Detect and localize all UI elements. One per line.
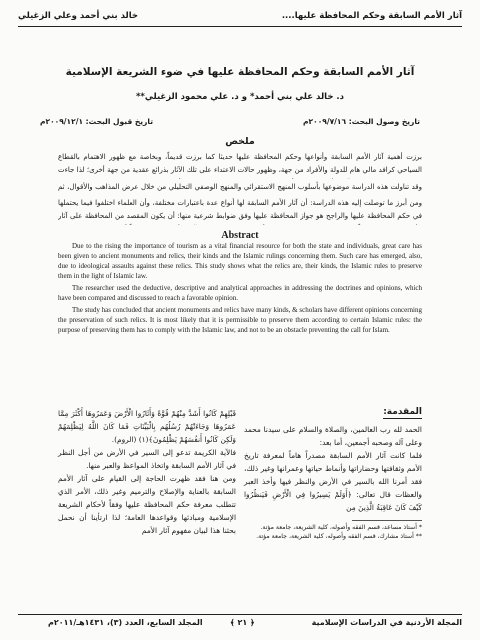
summary-paragraph: ومن أبرز ما توصلت إليه هذه الدراسة: أن آثار الأمم السابقة لها أنواع عدة باعتبارات مختلفة، وأن العلماء اختلفوا فيما يحتملها في حكم المحافظة عليها والراجح هو جواز المحافظة عليها وفق ضوابط شرعية منها: أن يكون المقصد من المحافظة على آثار	[58, 199, 422, 220]
footnote: ** أستاذ مشارك، قسم الفقه وأصوله، كلية الشريعة، جامعة مؤتة.	[256, 533, 422, 540]
abstract-section	[58, 230, 422, 337]
intro-paragraph: ومن هنا فقد ظهرت الحاجة إلى القيام على آثار الأمم السابقة بالعناية والإصلاح والترميم وغير ذلك، الأمر الذي تتطلب معرفة حكم المحافظة عليها وفقاً لأحكام الشريعة الإسلامية ومبادئها وقواعدها العامة؛ لذا ارتأينا أن نحمل بحثنا هذا لبيان مفهوم آثار الأمم	[58, 474, 236, 535]
page-footer	[18, 614, 462, 631]
abstract-heading: Abstract	[221, 230, 259, 241]
intro-left-column	[58, 407, 236, 537]
accepted-date: تاريخ قبول البحث: ٢٠٠٩/١٢/١م	[40, 117, 154, 126]
intro-paragraph: فالآية الكريمة تدعو إلى السير في الأرض من أجل النظر في آثار الأمم السابقة واتخاذ المواعظ والعبر منها.	[58, 448, 236, 470]
footnote-divider	[352, 520, 422, 521]
abstract-paragraph: The study has concluded that ancient monuments and relics have many kinds, & scholars have different opinions concerning the preservation of such relics. It is most likely that it is permissible to preserve them according to certain Islamic rules: the purpose of preserving them has to comply with the Islamic law, and not to be an obstacle preventing the call for Islam.	[58, 306, 422, 334]
header-authors: خالد بني أحمد وعلي الزغيلي	[18, 11, 139, 21]
abstract-paragraph: Due to the rising the importance of tourism as a vital financial resource for both the state and individuals, great care has been given to ancient monuments and relics, their kinds and the Islamic rulings concerning them. Such care has emerged, also, due to ideological assaults against these relics. This study shows what the relics are, their kinds, the Islamic rules to preserve them in the light of Islamic law.	[58, 242, 422, 280]
journal-name: المجلة الأردنية في الدراسات الإسلامية	[311, 618, 462, 627]
intro-paragraph: فلما كانت آثار الأمم السابقة مصدراً هاماً لمعرفة تاريخ الأمم وثقافتها وحضاراتها وأنماط حياتها وعمرانها وغير ذلك، فقد أمرنا الله بالسير في الأرض والنظر فيها وأخذ العبر والعظات قال تعالى: ﴿أَوَلَمْ يَسِيرُوا فِي الْأَرْضِ فَيَنظُرُوا كَيْفَ كَانَ عَاقِبَةُ الَّذِينَ مِن	[244, 451, 422, 512]
summary-paragraph: برزت أهمية آثار الأمم السابقة وأنواعها وحكم المحافظة عليها حديثا كما برزت قديماً، وبخاصة مع ظهور الاهتمام بالقطاع السياحي كرافد مالي هام للدولة والأفراد من جهة، وظهور حالات الاعتداء على تلك الآثار بذرائع عقدية من جهة أخرى؛ لذا جاءت	[58, 153, 422, 174]
intro-paragraph: الحمد لله رب العالمين، والصلاة والسلام على سيدنا محمد وعلى آله وصحبه أجمعين، أما بعد:	[244, 425, 422, 447]
volume-info: المجلد السابع، العدد (٣)، ١٤٣١هـ/٢٠١١م	[48, 618, 203, 627]
article-title: آثار الأمم السابقة وحكم المحافظة عليها في ضوء الشريعة الإسلامية	[65, 66, 415, 78]
introduction-heading: المقدمة:	[383, 407, 422, 417]
page-number: ﴿ ٢١ ﴾	[230, 618, 255, 627]
received-date: تاريخ وصول البحث: ٢٠٠٩/٧/١٦م	[303, 117, 420, 126]
quran-verse: قَبْلِهِمْ كَانُوا أَشَدَّ مِنْهُمْ قُوَّةً وَأَثَارُوا الْأَرْضَ وَعَمَرُوهَا أَكْثَرَ مِمَّا عَمَرُوهَا وَجَاءَتْهُمْ رُسُلُهُم بِالْبَيِّنَاتِ فَمَا كَانَ اللَّهُ لِيَظْلِمَهُمْ وَلَكِن كَانُوا أَنفُسَهُمْ يَظْلِمُونَ﴾(١) (الروم).	[58, 409, 236, 444]
intro-right-column	[244, 423, 422, 541]
footnote: * أستاذ مساعد، قسم الفقه وأصوله، كلية الشريعة، جامعة مؤتة.	[260, 524, 422, 531]
running-header	[18, 8, 462, 27]
summary-paragraph: وقد تناولت هذه الدراسة موضوعها بأسلوب المنهج الاستقرائي والمنهج الوصفي التحليلي من خلال عرض المذاهب والأقوال، ثم	[58, 183, 422, 191]
abstract-paragraph: The researcher used the deductive, descriptive and analytical approaches in addressing the doctrines and opinions, which have been compared and discussed to reach a favorable opinion.	[58, 284, 422, 302]
summary-heading: ملخص	[225, 136, 255, 147]
article-authors: د. خالد علي بني أحمد* و د. علي محمود الزغيلي**	[135, 92, 345, 102]
header-title: آثار الأمم السابقة وحكم المحافظة عليها....	[281, 11, 462, 21]
